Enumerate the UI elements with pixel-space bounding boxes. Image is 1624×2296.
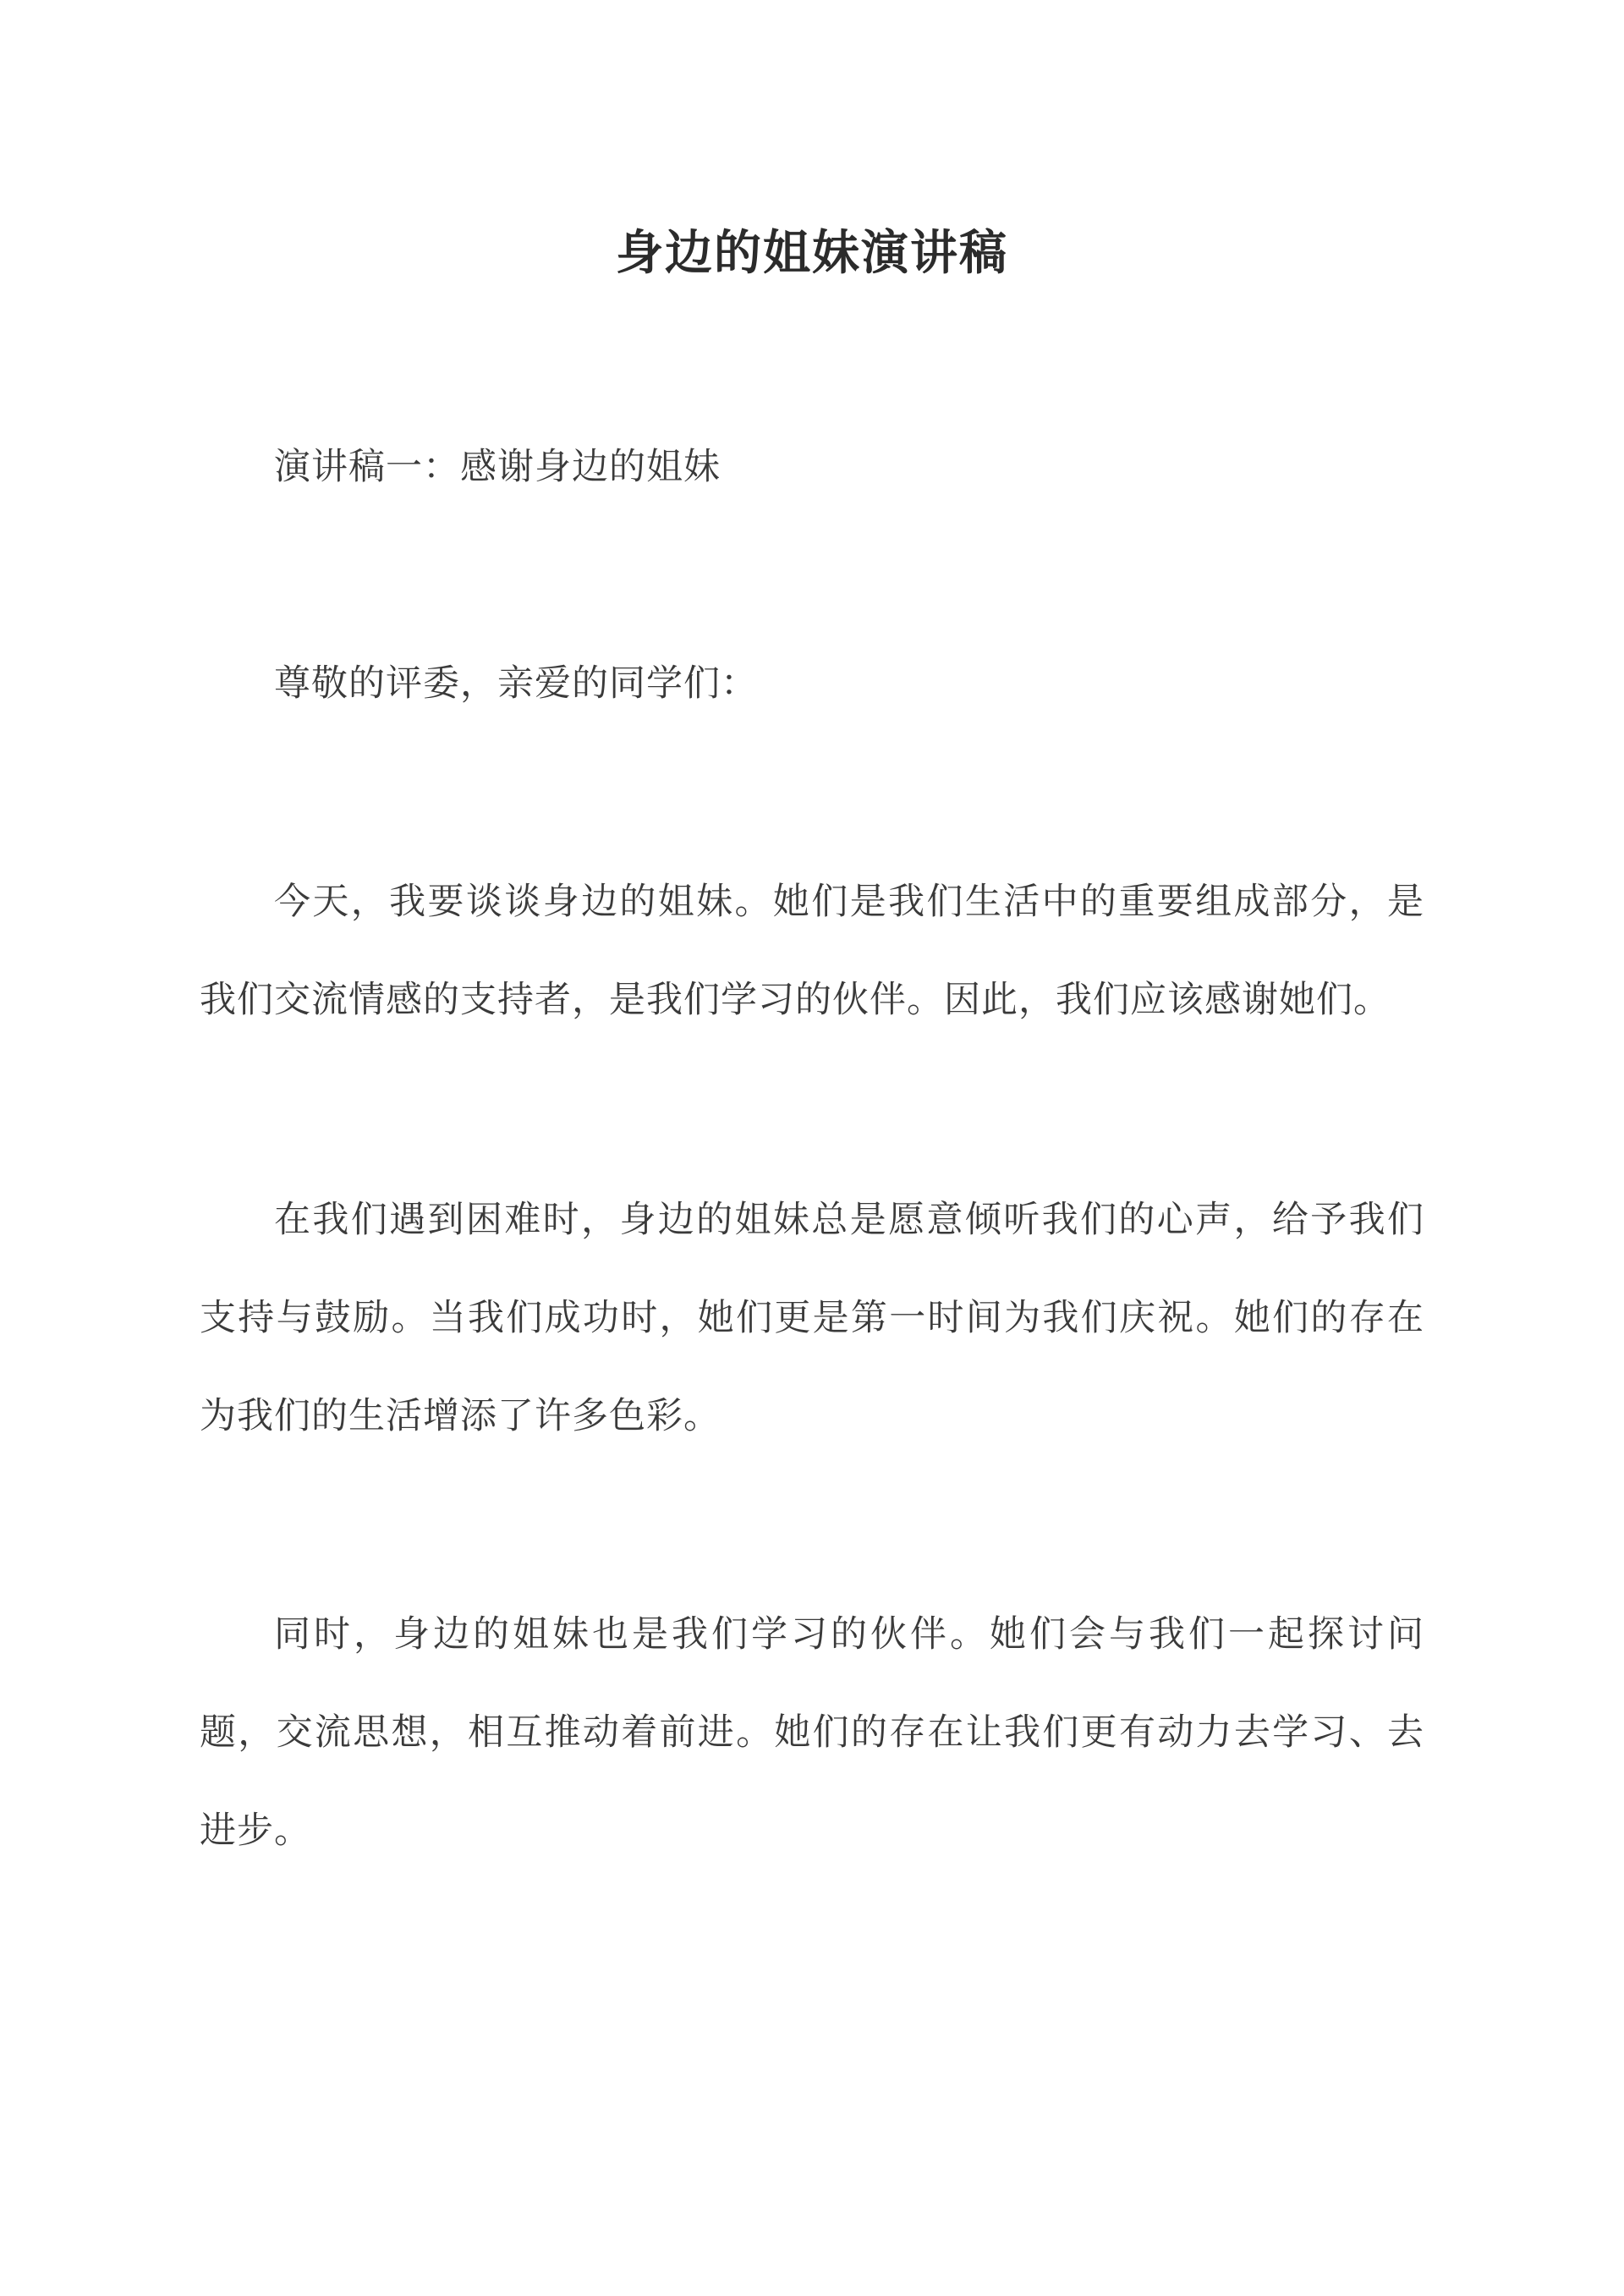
salutation: 尊敬的评委，亲爱的同学们：: [274, 662, 758, 705]
body-paragraph-3: 同时，身边的姐妹也是我们学习的伙伴。她们会与我们一起探讨问题，交流思想，相互推动着前进。她们的存在让我们更有动力去学习、去进步。: [200, 1613, 1424, 1852]
document-title: 身边的姐妹演讲稿: [616, 224, 1008, 281]
body-paragraph-2: 在我们遇到困难时，身边的姐妹总是愿意倾听我们的心声，给予我们支持与鼓励。当我们成功时，她们更是第一时间为我们庆祝。她们的存在为我们的生活增添了许多色彩。: [200, 1199, 1424, 1437]
body-paragraph-1: 今天，我要谈谈身边的姐妹。她们是我们生活中的重要组成部分，是我们交流情感的支持者，是我们学习的伙伴。因此，我们应该感谢她们。: [200, 881, 1424, 1021]
section-heading: 演讲稿一：感谢身边的姐妹: [274, 446, 721, 488]
